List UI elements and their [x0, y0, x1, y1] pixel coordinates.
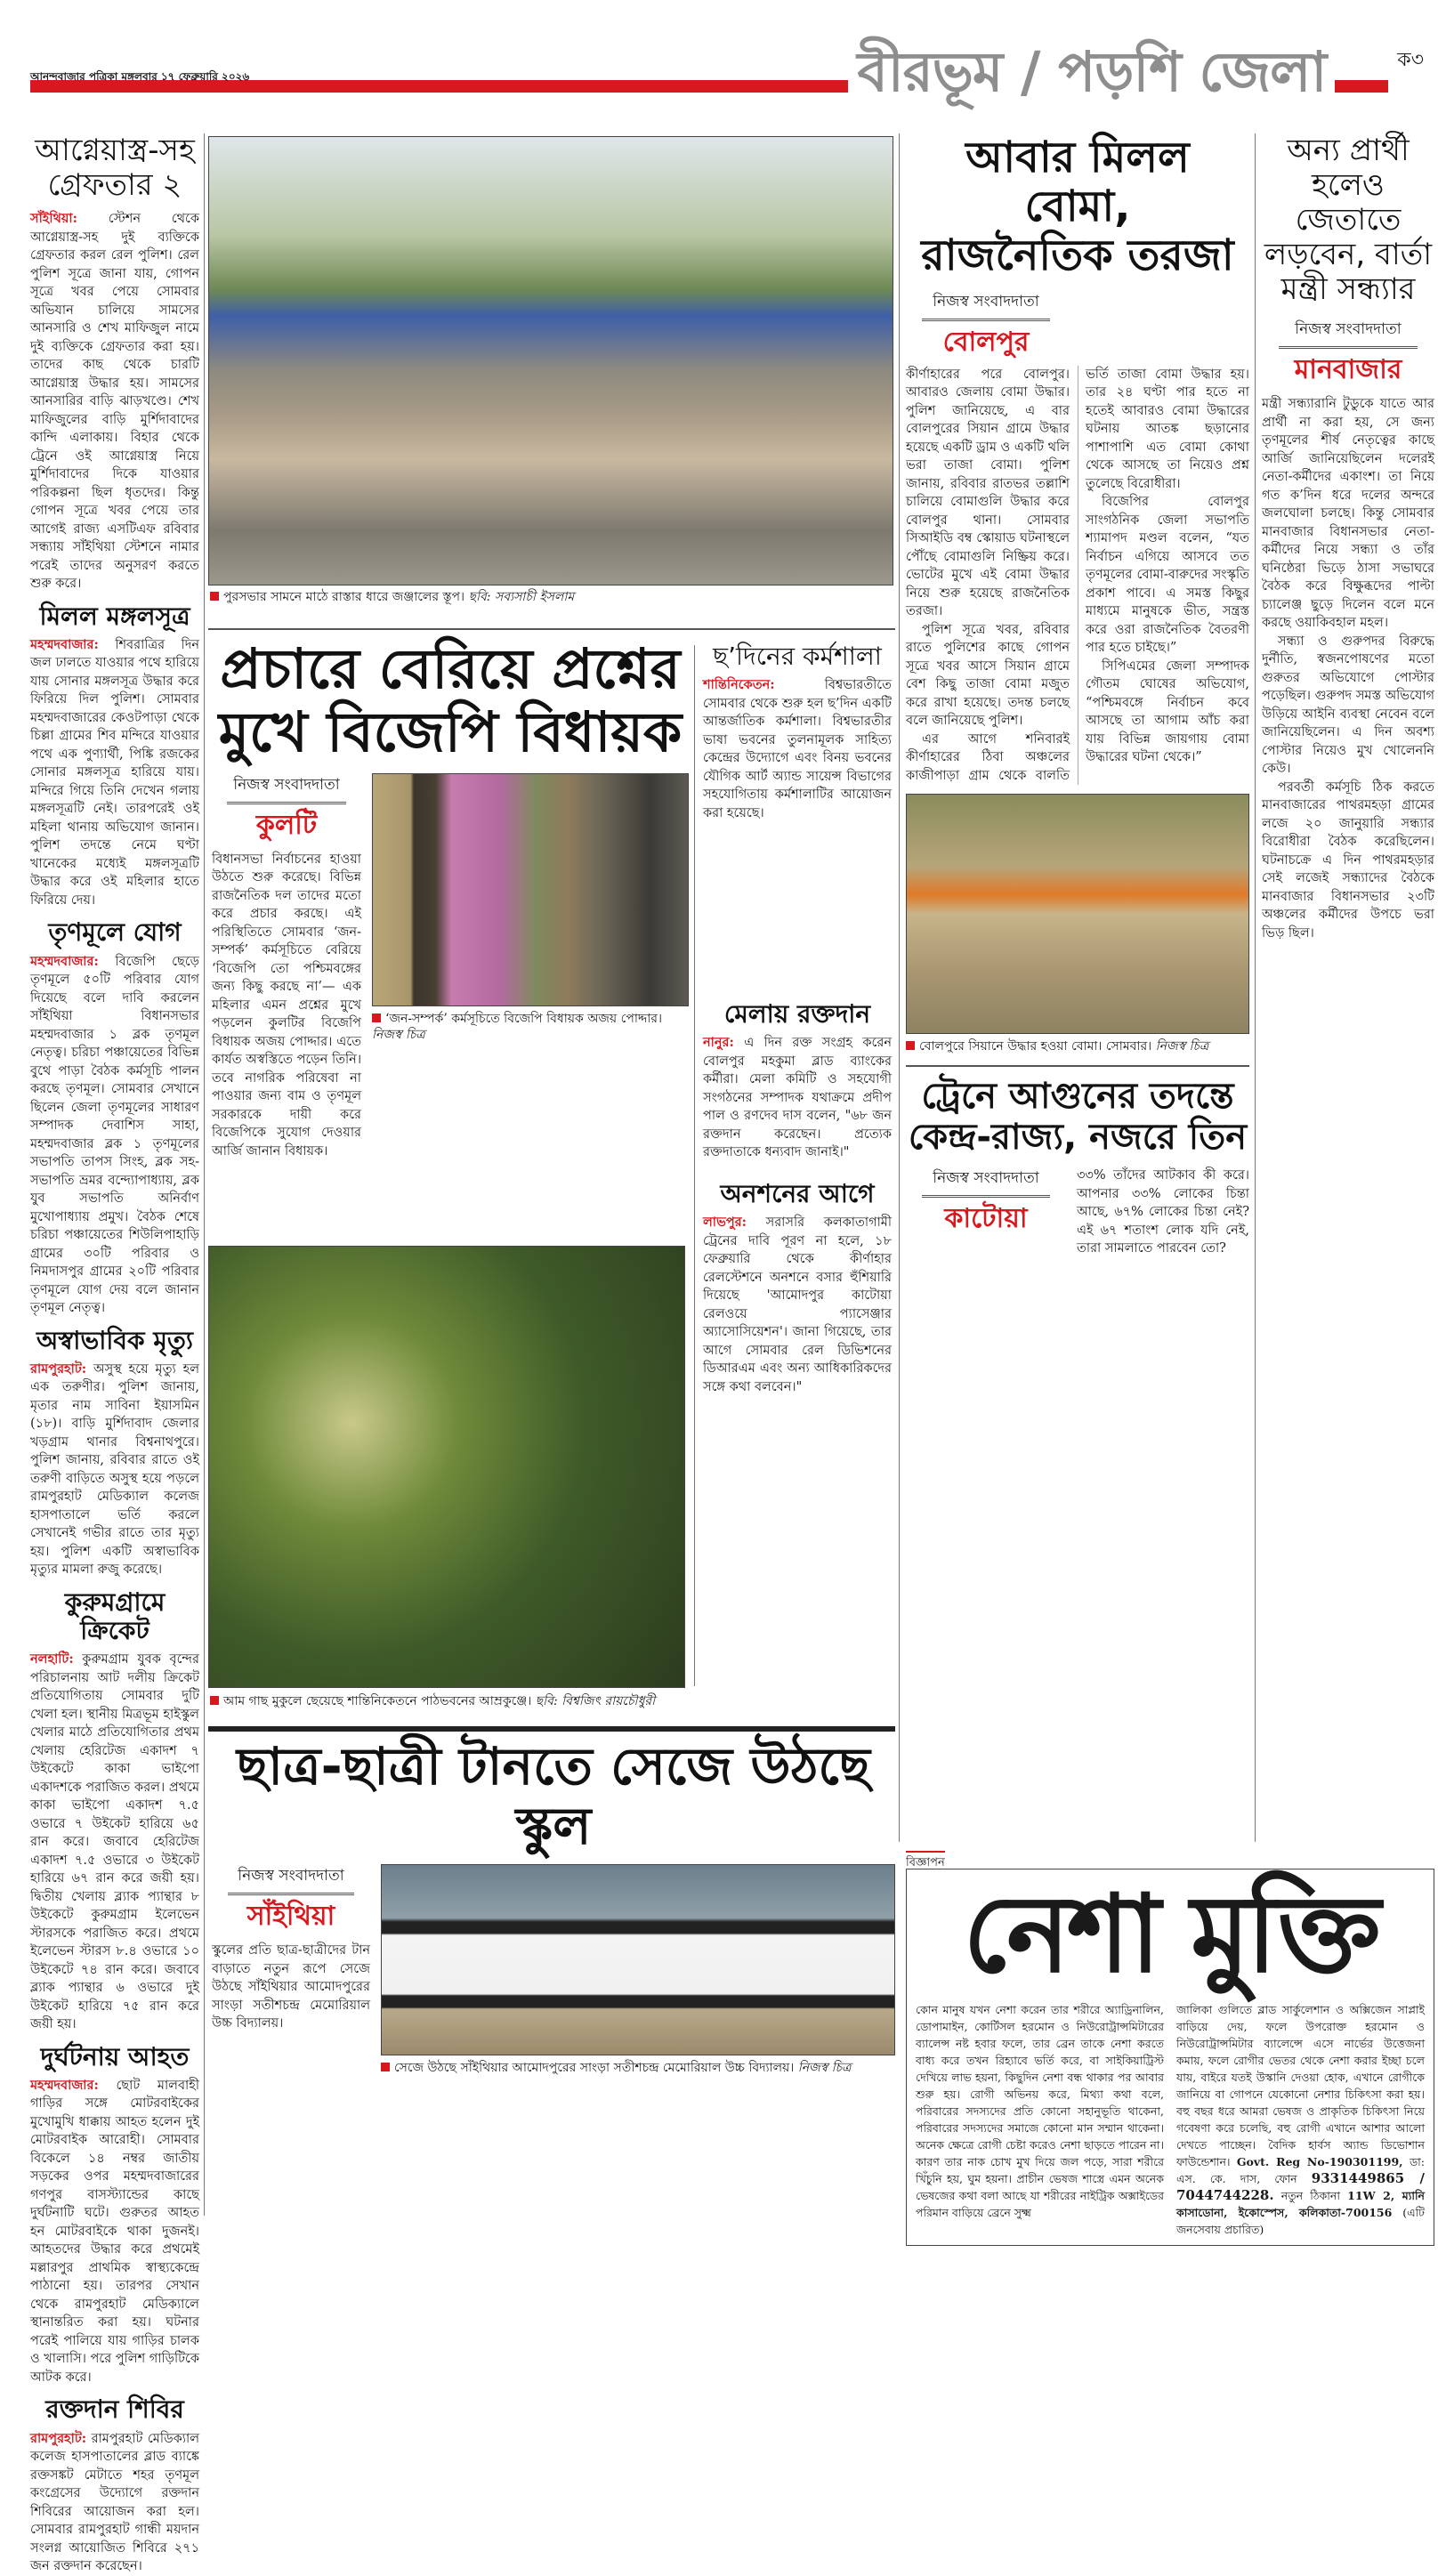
header-red-bar-right — [1335, 80, 1388, 93]
dateline: নানুর: — [703, 1035, 734, 1051]
headline: তৃণমূলে যোগ — [48, 917, 182, 948]
school-wall-photo — [381, 1864, 895, 2055]
photo-credit: নিজস্ব চিত্র — [372, 1027, 425, 1042]
headline: রক্তদান শিবির — [45, 2394, 184, 2425]
headline: আগ্নেয়াস্ত্র-সহ গ্রেফতার ২ — [35, 133, 195, 204]
manbazar-story — [1262, 133, 1434, 942]
bomb-train-column — [906, 133, 1249, 1258]
mla-campaign-photo — [372, 773, 689, 1006]
advertisement-label: বিজ্ঞাপন — [906, 1851, 945, 1873]
caption-bullet-icon — [210, 1696, 219, 1705]
dateline: লাভপুর: — [703, 1215, 747, 1231]
school-byline: নিজস্ব সংবাদদাতা সাঁইথিয়া — [212, 1864, 370, 1933]
photo-caption: সেজে উঠছে সাঁইথিয়ার আমোদপুরের সাংড়া সতীশচন্দ্র মেমোরিয়াল উচ্চ বিদ্যালয়। নিজস্ব চিত্র — [381, 2060, 895, 2076]
school-headline: ছাত্র-ছাত্রী টানতে সেজে উঠছে স্কুল — [237, 1736, 870, 1856]
dateline: শান্তিনিকেতন: — [703, 677, 775, 693]
school-story — [212, 1737, 895, 2076]
story-text: স্টেশন থেকে আগ্নেয়াস্ত্র-সহ দুই ব্যক্তিকে গ্রেফতার করল রেল পুলিশ। রেল পুলিশ সূত্রে জানা যায়, গোপন সূত্রে খবর পেয়ে সোমবার অভিযান চালিয়ে সামসের আনসারি ও শেখ মাফিজুল নামে দুই ব্যক্তিকে গ্রেফতার করা হয়। তাদের কাছ থেকে চারটি আগ্নেয়াস্ত্র উদ্ধার হয়। সামসের আনসারির বাড়ি ঝাড়খণ্ডে। শেখ মাফিজুলের বাড়ি মুর্শিদাবাদের কান্দি এলাকায়। বিহার থেকে ট্রেনে ওই আগ্নেয়াস্ত্র নিয়ে মুর্শিদাবাদের দিকে যাওয়ার পরিকল্পনা ছিল ধৃতদের। কিন্তু গোপন সূত্রে খবর পেয়ে তার আগেই রাজ্য এসটিএফ রবিবার সন্ধ্যায় সাঁইথিয়া স্টেশনে নামার পরেই তাদের অনুসরণ করতে শুরু করে। — [30, 212, 199, 592]
dateline: মহম্মদবাজার: — [30, 2077, 99, 2093]
dateline: রামপুরহাট: — [30, 2430, 87, 2446]
left-briefs-column — [30, 133, 199, 2576]
blood-fair-headline: মেলায় রক্তদান — [723, 999, 871, 1030]
ad-registration: Govt. Reg No-190301199, — [1236, 2155, 1403, 2168]
page-number: ক৩ — [1397, 49, 1424, 71]
photo-caption: বোলপুরে সিয়ানে উদ্ধার হওয়া বোমা। সোমবার। নিজস্ব চিত্র — [906, 1038, 1249, 1054]
dateline: রামপুরহাট: — [30, 1361, 87, 1377]
bomb-byline: নিজস্ব সংবাদদাতা বোলপুর — [906, 290, 1066, 359]
garbage-heap-photo — [208, 136, 893, 585]
story-text: ছোট মালবাহী গাড়ির সঙ্গে মোটরবাইকের মুখোমুখি ধাক্কায় আহত হলেন দুই মোটরবাইক আরোহী। সোমবার বিকেলে ১৪ নম্বর জাতীয় সড়কের ওপর মহম্মদবাজারের গণপুর বাসস্ট্যান্ডের কাছে দুর্ঘটনাটি ঘটে। গুরুতর আহত হন মোটরবাইকে থাকা দুজনই। আহতদের উদ্ধার করে প্রথমেই মল্লারপুর প্রাথমিক স্বাস্থ্যকেন্দ্রে পাঠানো হয়। তারপর সেখান থেকে রামপুরহাট মেডিক্যালে স্থানান্তরিত করা হয়। ঘটনার পরেই পালিয়ে যায় গাড়ির চালক ও খালাসি। পরে পুলিশ গাড়িটিকে আটক করে। — [30, 2078, 200, 2385]
train-headline: ট্রেনে আগুনের তদন্তে কেন্দ্র-রাজ্য, নজরে তিন — [908, 1076, 1248, 1159]
manbazar-headline: অন্য প্রার্থী হলেও জেতাতে লড়বেন, বার্তা মন্ত্রী সন্ধ্যার — [1264, 133, 1433, 308]
section-rule — [208, 628, 895, 630]
section-title: বীরভূম / পড়শি জেলা — [857, 39, 1327, 104]
ad-note: (এটি জনসেবায় প্রচারিত) — [1176, 2206, 1425, 2236]
bomb-headline: আবার মিলল বোমা, রাজনৈতিক তরজা — [921, 133, 1234, 281]
brief-story — [30, 1588, 199, 2034]
ad-phone: 9331449865 / 7044744228. — [1176, 2170, 1425, 2203]
brief-story — [30, 602, 199, 910]
manbazar-story-text: মন্ত্রী সন্ধ্যারানি টুডুকে যাতে আর প্রার্থী না করা হয়, সে জন্য তৃণমূলের শীর্ষ নেতৃত্বের কাছে আর্জি জানিয়েছিলেন দলেরই নেতা-কর্মীদের একাংশ। তা নিয়ে গত ক’দিন ধরে দলের অন্দরে জলঘোলা চলছে। কিন্তু সোমবার মানবাজার বিধানসভার নেতা-কর্মীদের নিয়ে সন্ধ্যা ও তাঁর ঘনিষ্ঠেরা ভিড়ে ঠাসা সভাঘরে বৈঠক করে বিক্ষুব্ধদের পাল্টা চ্যালেঞ্জ ছুড়ে দিলেন বলে মনে করছে ওয়াকিবহাল মহল। সন্ধ্যা ও গুরুপদর বিরুদ্ধে দুর্নীতি, স্বজনপোষণের মতো গুরুতর অভিযোগে পোস্টার পড়েছিল। গুরুপদ সমস্ত অভিযোগ উড়িয়ে আইনি ব্যবস্থা নেবেন বলে জানিয়েছিলেন। এ দিন অবশ্য পোস্টার নিয়েও মুখ খোলেননি কেউ। পরবর্তী কর্মসূচি ঠিক করতে মানবাজারের পাথরমহড়া গ্রামের লজে ২০ জানুয়ারি সন্ধ্যার বিরোধীরা বৈঠক করেছিলেন। ঘটনাচক্রে এ দিন পাথরমহড়ার সেই লজেই সন্ধ্যাদের বৈঠকে মানবাজার বিধানসভার ২৩টি অঞ্চলের কর্মীদের উপচে ভরা ভিড় ছিল। — [1262, 397, 1434, 941]
dateline: মহম্মদবাজার: — [30, 636, 99, 652]
story-text: রামপুরহাট মেডিক্যাল কলেজ হাসপাতালের ব্লাড ব্যাঙ্কে রক্তসঙ্কট মেটাতে শহর তৃণমূল কংগ্রেসের উদ্যোগে রক্তদান শিবিরের আয়োজন করা হল। সোমবার রামপুরহাট গান্ধী ময়দান সংলগ্ন আয়োজিত শিবিরে ২৭১ জন রক্তদান করেছেন। — [30, 2431, 199, 2573]
story-text: অসুস্থ হয়ে মৃত্যু হল এক তরুণীর। পুলিশ জানায়, মৃতার নাম সাবিনা ইয়াসমিন (১৮)। বাড়ি মুর্শিদাবাদ জেলার খড়গ্রাম থানার বিশ্বনাথপুরে। পুলিশ জানায়, রবিবার রাতে ওই তরুণী বাড়িতে অসুস্থ হয়ে পড়লে রামপুরহাট মেডিক্যাল কলেজ হাসপাতালে ভর্তি করলে সেখানেই গভীর রাতে তার মৃত্যু হয়। পুলিশ একটি অস্বাভাবিক মৃত্যুর মামলা রুজু করেছে। — [30, 1361, 200, 1578]
dateline: মহম্মদবাজার: — [30, 953, 99, 969]
story-text: শিবরাত্রির দিন জল ঢালতে যাওয়ার পথে হারিয়ে যায় সোনার মঙ্গলসূত্র উদ্ধার করে ফিরিয়ে দিল পুলিশ। সোমবার মহম্মদবাজারের কেওটপাড়া থেকে চিল্লা গ্রামের শিব মন্দিরে যাওয়ার পথে এক পুণ্যার্থী, পিঙ্কি রজকের সোনার মঙ্গলসূত্র হারিয়ে যায়। মন্দিরে গিয়ে তিনি দেখেন গলায় মঙ্গলসূত্রটি নেই। তারপরেই ওই মহিলা থানায় অভিযোগ জানান। পুলিশ তদন্তে নেমে ঘণ্টা খানেকের মধ্যেই মঙ্গলসূত্রটি উদ্ধার করে ওই মহিলার হাতে ফিরিয়ে দেয়। — [30, 637, 199, 908]
brief-story — [30, 133, 199, 594]
train-byline: নিজস্ব সংবাদদাতা কাটোয়া — [906, 1167, 1066, 1258]
dateline: সাঁইথিয়া: — [30, 211, 77, 227]
photo-credit: নিজস্ব চিত্র — [1155, 1039, 1209, 1054]
kulti-story — [212, 637, 689, 1160]
story-text: বিশ্বভারতীতে সোমবার থেকে শুরু হল ছ’দিন একটি আন্তর্জাতিক কর্মশালা। বিশ্বভারতীর ভাষা ভবনের তুলনামূলক সাহিত্য কেন্দ্রের উদ্যোগে এবং বিনয় ভবনের যৌগিক আর্ট অ্যান্ড সায়েন্স বিভাগের সহযোগিতায় কর্মশালাটির আয়োজন করা হয়েছে। — [703, 678, 892, 820]
bomb-story-text: কীর্ণাহারের পরে বোলপুর। আবারও জেলায় বোমা উদ্ধার। পুলিশ জানিয়েছে, এ বার বোলপুরের সিয়ান গ্রামে উদ্ধার হয়েছে একটি ড্রাম ও একটি থলি ভরা তাজা বোমা। পুলিশ জানায়, রবিবার রাতভর তল্লাশি চালিয়ে বোমাগুলি উদ্ধার করে বোলপুর থানা। সোমবার সিআইডি বম্ব স্কোয়াড ঘটনাস্থলে পৌঁছে বোমাগুলি নিষ্ক্রিয় করে। ভোটের মুখে এই বোমা উদ্ধার নিয়ে শুরু হয়েছে রাজনৈতিক তরজা। পুলিশ সূত্রে খবর, রবিবার রাতে পুলিশের কাছে গোপন সূত্রে খবর আসে সিয়ান গ্রামে বেশ কিছু তাজা বোমা মজুত করে রাখা হয়েছে। তদন্ত চলছে বলে জানিয়েছে পুলিশ। এর আগে শনিবারই কীর্ণাহারের ঠিবা অঞ্চলের কাজীপাড়া গ্রাম থেকে বালতি ভর্তি তাজা বোমা উদ্ধার হয়। তার ২৪ ঘণ্টা পার হতে না হতেই আবারও বোমা উদ্ধারের ঘটনায় আতঙ্ক ছড়ানোর পাশাপাশি এত বোমা কোথা থেকে আসছে তা নিয়েও প্রশ্ন তুলেছে বিরোধীরা। বিজেপির বোলপুর সাংগঠনিক জেলা সভাপতি শ্যামাপদ মণ্ডল বলেন, “যত নির্বাচন এগিয়ে আসবে তত তৃণমূলের বোমা-বারুদের সংস্কৃতি প্রকাশ পাবে। এ সমস্ত কিছুর মাধ্যমে মানুষকে ভীত, সন্ত্রস্ত করে ওরা রাজনৈতিক বৈতরণী পার হতে চাইছে।” সিপিএমের জেলা সম্পাদক গৌতম ঘোষের অভিযোগ, “পশ্চিমবঙ্গে নির্বাচন কবে আসছে তা আগাম আঁচ করা যায় বিভিন্ন জায়গায় বোমা উদ্ধারের ঘটনা থেকে।” — [906, 367, 1249, 783]
masthead — [30, 39, 1424, 104]
ad-text-col1: কোন মানুষ যখন নেশা করেন তার শরীরে অ্যাড্রিনালিন, ডোপামাইন, কোর্টিসল হরমোন ও নিউরোট্রান্সমিটারের ব্যালেন্স নষ্ট হবার ফলে, তার ব্রেন তাকে নেশা করতে বাধ্য করে তখন রিহ্যাবে ভর্তি করে, বা সাইকিয়াট্রিস্ট দেখিয়ে লাভ হয়না, কিছুদিন নেশা বন্ধ থাকার পর আবার শুরু হয়। রোগী অভিনয় করে, মিথ্যা কথা বলে, পরিবারের সদস্যদের প্রতি কোনো সহানুভূতি থাকেনা, পরিবারের সদস্যদের সমাজে কোনো মান সম্মান থাকেনা। অনেক ক্ষেত্রে রোগী চেষ্টা করেও নেশা ছাড়তে পারেন না। কারণ তার নাক চোখ মুখ দিয়ে জল পড়ে, সারা শরীরে খিঁচুনি হয়, ঘুম হয়না। প্রাচীন ভেষজ শাস্ত্রে এমন অনেক ভেষজের কথা বলা আছে যা শরীরের নাইট্রিক অক্সাইডের পরিমান বাড়িয়ে ব্রেনে সুক্ষ্ম — [916, 2003, 1164, 2219]
section-rule-thick — [208, 1726, 895, 1732]
ad-text-col2: জালিকা গুলিতে ব্লাড সার্কুলেশান ও অক্সিজেন সাপ্লাই বাড়িয়ে দেয়, ফলে উপরোক্ত হরমোন ও নিউরোট্রান্সমিটার ব্যালেন্সে এসে নার্ভের উত্তেজনা কমায়, ফলে রোগীর ভেতর থেকে নেশা করার ইচ্ছা চলে যায়, বাইরে যতই উস্কানি দেওয়া হোক, এখানে রোগীকে জানিয়ে বা গোপনে যেকোনো নেশার চিকিৎসা করা হয়। বহু বছর ধরে আমরা ভেষজ ও প্রাকৃতিক চিকিৎসা নিয়ে গবেষণা করে চলেছি, বহু রোগী এখানে আশার আলো দেখতে পাচ্ছেন। বৈদিক হার্বস অ্যান্ড ডিভোশান ফাউন্ডেশান। Govt. Reg No-190301199, ডা: এস. কে. দাস, ফোন 9331449865 / 7044744228. নতুন ঠিকানা 11W 2, ম্যানি কাসাডোনা, ইকোস্পেস, কলিকাতা-700156 (এটি জনসেবায় প্রচারিত) — [1176, 2003, 1425, 2236]
story-text: সরাসরি কলকাতাগামী ট্রেনের দাবি পূরণ না হলে, ১৮ ফেব্রুয়ারি থেকে কীর্ণাহার রেলস্টেশনে অনশনে বসার হুঁশিয়ারি দিয়েছে 'আমোদপুর কাটোয়া রেলওয়ে প্যাসেঞ্জার অ্যাসোসিয়েশন'। জানা গিয়েছে, তার আগে সোমবার রেল ডিভিশনের ডিআরএম এবং অন্য আধিকারিকদের সঙ্গে কথা বলবেন।" — [703, 1215, 892, 1394]
column-divider — [1255, 133, 1256, 1842]
brief-story — [30, 2043, 199, 2387]
headline: অস্বাভাবিক মৃত্যু — [36, 1325, 193, 1355]
brief-story — [30, 1327, 199, 1579]
column-divider — [694, 645, 695, 1686]
headline: কুরুমগ্রামে ক্রিকেট — [64, 1587, 166, 1645]
headline: মিলল মঙ্গলসূত্র — [39, 601, 190, 631]
column-divider — [899, 133, 900, 1842]
mango-blossom-photo — [208, 1246, 685, 1688]
caption-bullet-icon — [906, 1041, 915, 1050]
photo-caption: আম গাছ মুকুলে ছেয়েছে শান্তিনিকেতনে পাঠভবনের আম্রকুঞ্জে। ছবি: বিশ্বজিৎ রায়চৌধুরী — [210, 1693, 687, 1709]
ad-headline: নেশা মুক্তি — [963, 1873, 1377, 1997]
kulti-story-text: বিধানসভা নির্বাচনের হাওয়া উঠতে শুরু করেছে। বিভিন্ন রাজনৈতিক দল তাদের মতো করে প্রচার করছে। এই পরিস্থিতিতে সোমবার ‘জন-সম্পর্ক’ কর্মসূচিতে বেরিয়ে ‘বিজেপি তো পশ্চিমবঙ্গের জন্য কিছু করছে না’— এক মহিলার এমন প্রশ্নের মুখে পড়লেন কুলটির বিজেপি বিধায়ক অজয় পোদ্দার। এতে কার্যত অস্বস্তিতে পড়েন তিনি। তবে নাগরিক পরিষেবা না পাওয়ার জন্য বাম ও তৃণমূল সরকারকে দায়ী করে বিজেপিকে সুযোগ দেওয়ার আর্জি জানান বিধায়ক। — [212, 852, 361, 1159]
recovered-bomb-photo — [906, 794, 1249, 1034]
story-text: বিজেপি ছেড়ে তৃণমূলে ৫০টি পরিবার যোগ দিয়েছে বলে দাবি করলেন সাঁইথিয়া বিধানসভার মহম্মদবাজার ১ ব্লক তৃণমূল নেতৃত্ব। চরিচা পঞ্চায়েতের বিভিন্ন বুথে পাড়া বৈঠক কর্মসূচি পালন করছে তৃণমূল। সোমবার সেখানে ছিলেন জেলা তৃণমূলের সাধারণ সম্পাদক দেবাশিস সাহা, মহম্মদবাজার ব্লক ১ তৃণমূলের সভাপতি তাপস সিংহ, ব্লক সহ-সভাপতি ভ্রমর বন্দ্যোপাধ্যায়, ব্লক যুব সভাপতি অনির্বাণ মুখোপাধ্যায় প্রমুখ। বৈঠক শেষে চরিচা পঞ্চায়েতের শিউলিপাহাড়ি গ্রামের ৩০টি পরিবার ও নিমদাসপুর গ্রামের ২০টি পরিবার তৃণমূলে যোগ দেয় বলে জানান তৃণমূল নেতৃত্ব। — [30, 954, 200, 1316]
kulti-headline: প্রচারে বেরিয়ে প্রশ্নের মুখে বিজেপি বিধায়ক — [218, 636, 683, 765]
section-rule — [906, 1065, 1249, 1067]
workshop-headline: ছ’দিনের কর্মশালা — [713, 642, 882, 671]
caption-bullet-icon — [210, 592, 219, 601]
ad-doctor: ডা: এস. কে. দাস, ফোন — [1176, 2155, 1425, 2185]
story-text: কুরুমগ্রাম যুবক বৃন্দের পরিচালনায় আট দলীয় ক্রিকেট প্রতিযোগিতায় সোমবার দুটি খেলা হল। স্থানীয় মিত্রভূম হাইস্কুল খেলার মাঠে প্রতিযোগিতার প্রথম খেলায় হেরিটেজ একাদশ ৭ উইকেটে কাকা ভাইপো একাদশকে পরাজিত করল। প্রথমে কাকা ভাইপো একাদশ ৭.৫ ওভারে ৭ উইকেট হারিয়ে ৬৫ রান করে। জবাবে হেরিটেজ একাদশ ৭.৫ ওভারে ৩ উইকেট হারিয়ে ৬৭ রান করে জয়ী হয়। দ্বিতীয় খেলায় ব্ল্যাক প্যান্থার ৮ উইকেটে কুরুমগ্রাম ইলেভেন স্টারসকে পরাজিত করে। প্রথমে ইলেভেন স্টারস ৮.৪ ওভারে ১০ উইকেটে ৭৪ রান করে। জবাবে ব্ল্যাক প্যান্থার ৬ ওভারে দুই উইকেট হারিয়ে ৭৫ রান করে জয়ী হয়। — [30, 1652, 200, 2032]
kulti-byline: নিজস্ব সংবাদদাতা কুলটি — [212, 773, 361, 842]
nesha-mukti-advertisement — [906, 1869, 1434, 2246]
dateline: নলহাটি: — [30, 1651, 74, 1668]
middle-briefs-column — [703, 642, 892, 1396]
photo-caption: ‘জন-সম্পর্ক’ কর্মসূচিতে বিজেপি বিধায়ক অজয় পোদ্দার। নিজস্ব চিত্র — [372, 1011, 663, 1042]
manbazar-byline: নিজস্ব সংবাদদাতা মানবাজার — [1262, 318, 1434, 386]
photo-caption: পুরসভার সামনে মাঠে রাস্তার ধারে জঞ্জালের স্তূপ। ছবি: সব্যসাচী ইসলাম — [210, 589, 895, 605]
photo-credit: ছবি: সব্যসাচী ইসলাম — [468, 590, 575, 604]
ad-address: 11W 2, ম্যানি কাসাডোনা, ইকোস্পেস, কলিকাতা-700156 — [1176, 2189, 1425, 2219]
caption-bullet-icon — [381, 2063, 390, 2071]
photo-credit: ছবি: বিশ্বজিৎ রায়চৌধুরী — [535, 1694, 656, 1708]
column-divider — [204, 133, 205, 2216]
hunger-strike-headline: অনশনের আগে — [720, 1178, 875, 1208]
paper-date-line: আনন্দবাজার পত্রিকা মঙ্গলবার ১৭ ফেব্রুয়ারি ২০২৬ — [30, 70, 250, 83]
brief-story — [30, 2395, 199, 2575]
brief-story — [30, 918, 199, 1317]
photo-credit: নিজস্ব চিত্র — [797, 2061, 852, 2076]
train-story-text: ৩৩% তাঁদের আটকাব কী করে। আপনার ৩৩% লোকের চিন্তা আছে, ৬৭% লোকের চিন্তা নেই? এই ৬৭ শতাংশ লোক যদি নেই, তারা সামলাতে পারবেন তো? — [1077, 1168, 1249, 1256]
story-text: এ দিন রক্ত সংগ্রহ করেন বোলপুর মহকুমা ব্লাড ব্যাংকের কর্মীরা। মেলা কমিটি ও সহযোগী সংগঠনের সম্পাদক যথাক্রমে প্রদীপ পাল ও রণদেব দাস বলেন, "৬৮ জন রক্তদান করেছেন। প্রত্যেক রক্তদাতাকে ধন্যবাদ জানাই।" — [703, 1036, 893, 1160]
caption-bullet-icon — [372, 1013, 381, 1022]
school-story-text: স্কুলের প্রতি ছাত্র-ছাত্রীদের টান বাড়াতে নতুন রূপে সেজে উঠছে সাঁইথিয়ার আমোদপুরের সাংড়া সতীশচন্দ্র মেমোরিয়াল উচ্চ বিদ্যালয়। — [212, 1943, 370, 2031]
headline: দুর্ঘটনায় আহত — [40, 2041, 190, 2071]
